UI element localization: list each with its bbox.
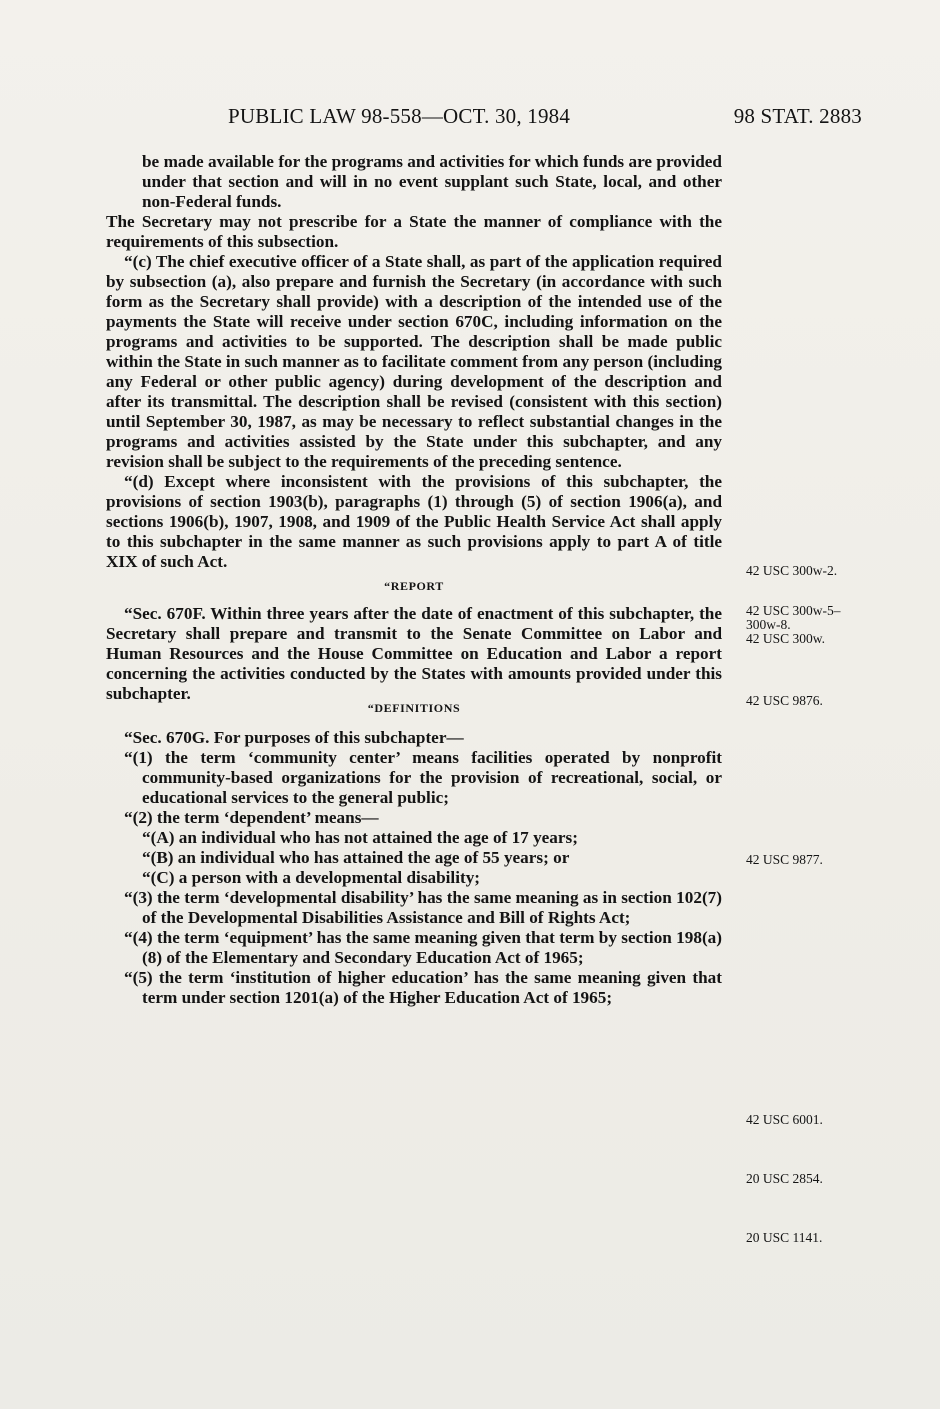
paragraph-subsection-c: “(c) The chief executive officer of a State shall, as part of the application required by subsection (a), also prepare and furnish the Secretary (in accordance with such form as the Secretary shall provide) with a description of the intended use of the payments the State will receive under section 670C, including information on the programs and activities to be supported. The description shall be made public within the State in such manner as to facilitate comment from any person (including any Federal or other public agency) during development of the description and after its transmittal. The description shall be revised (consistent with this section) until September 30, 1987, as may be necessary to reflect substantial changes in the programs and activities assisted by the State under this subchapter, and any revision shall be subject to the requirements of the preceding sentence.: [106, 252, 722, 471]
definition-item: “(4) the term ‘equipment’ has the same meaning given that term by section 198(a)(8) of the Elementary and Secondary Education Act of 1965;: [124, 928, 722, 967]
definition-subitem: “(C) a person with a developmental disability;: [142, 868, 481, 887]
margin-citation: 42 USC 6001.: [746, 1112, 823, 1127]
definition-item: “(1) the term ‘community center’ means facilities operated by nonprofit community-based organizations for the provision of recreational, social, or educational services to the general public;: [124, 748, 722, 807]
section-heading-definitions: “DEFINITIONS: [367, 701, 461, 715]
margin-citation: 42 USC 300w-5–300w-8.: [746, 603, 841, 632]
margin-citation: 20 USC 1141.: [746, 1230, 823, 1245]
margin-citation: 20 USC 2854.: [746, 1171, 823, 1186]
paragraph-section-670f: “Sec. 670F. Within three years after the date of enactment of this subchapter, the Secretary shall prepare and transmit to the Senate Committee on Labor and Human Resources and the House Committee on Education and Labor a report concerning the activities conducted by the States with amounts provided under this subchapter.: [106, 604, 722, 703]
definition-item: “(3) the term ‘developmental disability’ has the same meaning as in section 102(7) of the Developmental Disabilities Assistance and Bill of Rights Act;: [124, 888, 722, 927]
margin-citation: 42 USC 9876.: [746, 693, 823, 708]
definition-item: “(5) the term ‘institution of higher education’ has the same meaning given that term under section 1201(a) of the Higher Education Act of 1965;: [124, 968, 722, 1007]
law-text: [106, 152, 722, 1008]
margin-citation: 42 USC 300w.: [746, 631, 826, 646]
section-heading-report: “REPORT: [384, 579, 444, 593]
paragraph: The Secretary may not prescribe for a State the manner of compliance with the requirements of this subsection.: [106, 212, 722, 251]
statute-page-number: 98 STAT. 2883: [733, 104, 862, 128]
paragraph-section-670g: “Sec. 670G. For purposes of this subchapter—: [124, 728, 464, 747]
running-title: PUBLIC LAW 98-558—OCT. 30, 1984: [228, 104, 571, 128]
definition-subitem: “(B) an individual who has attained the age of 55 years; or: [142, 848, 570, 867]
margin-citation: 42 USC 9877.: [746, 852, 823, 867]
paragraph-subsection-d: “(d) Except where inconsistent with the provisions of this subchapter, the provisions of section 1903(b), paragraphs (1) through (5) of section 1906(a), and sections 1906(b), 1907, 1908, and 1909 of the Public Health Service Act shall apply to this subchapter in the same manner as such provisions apply to part A of title XIX of such Act.: [106, 472, 722, 571]
paragraph: be made available for the programs and activities for which funds are provided under that section and will in no event supplant such State, local, and other non-Federal funds.: [142, 152, 722, 211]
definition-subitem: “(A) an individual who has not attained the age of 17 years;: [142, 828, 578, 847]
definition-item: “(2) the term ‘dependent’ means—: [124, 808, 379, 827]
margin-citation: 42 USC 300w-2.: [746, 563, 838, 578]
page-header: [0, 104, 940, 140]
